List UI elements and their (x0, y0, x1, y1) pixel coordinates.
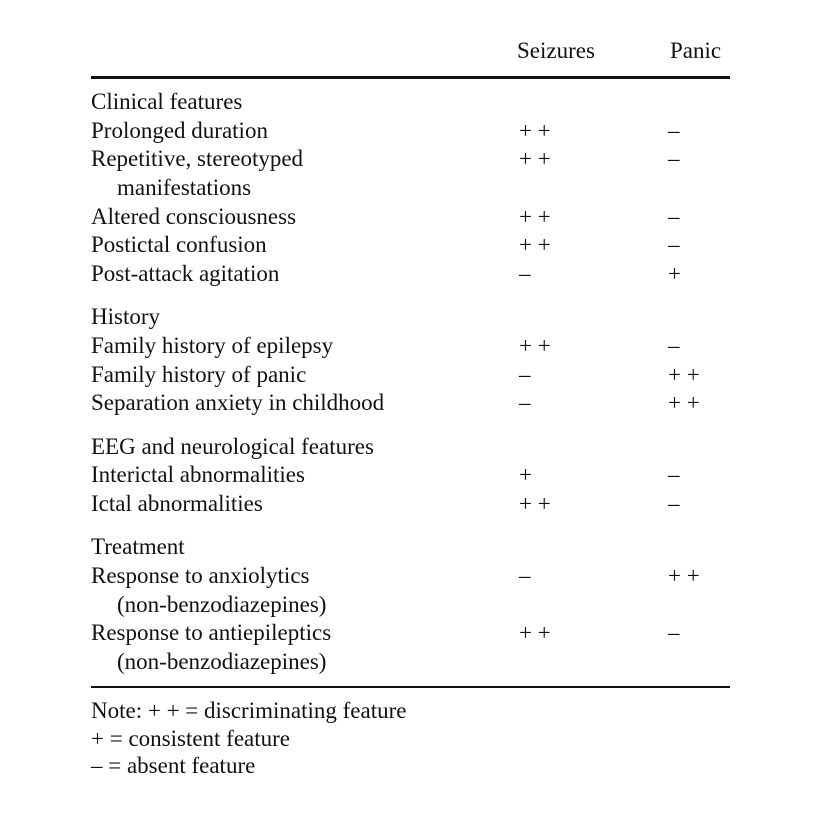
panic-value: + + (668, 361, 700, 387)
panic-value: – (668, 490, 680, 516)
table-row (91, 490, 730, 519)
panic-value: + (668, 261, 681, 287)
column-header-seizures: Seizures (517, 38, 595, 63)
row-label: Response to antiepileptics (91, 620, 332, 646)
seizures-value: – (519, 361, 531, 387)
row-label-continuation: (non-benzodiazepines) (117, 648, 327, 674)
row-label-continuation: (non-benzodiazepines) (117, 591, 327, 617)
table-body (91, 88, 730, 677)
table-row-continuation (91, 648, 730, 677)
section-heading-eeg (91, 433, 730, 462)
note-line-absent: – = absent feature (91, 753, 256, 778)
seizures-value: – (519, 562, 531, 588)
panic-value: – (668, 333, 680, 358)
panic-value: + + (668, 562, 700, 588)
table-note (91, 697, 406, 780)
note-line-consistent: + = consistent feature (91, 725, 291, 751)
seizures-value: + + (519, 203, 551, 229)
row-label: Prolonged duration (91, 117, 268, 143)
panic-value: – (668, 462, 680, 488)
table-row (91, 461, 730, 490)
note-line-discriminating: Note: + + = discriminating feature (91, 698, 407, 723)
seizures-value: + + (519, 232, 551, 258)
table-row (91, 361, 730, 390)
header-rule (91, 76, 730, 79)
row-label: EEG and neurological features (91, 433, 374, 459)
footer-rule (91, 686, 730, 688)
seizures-value: – (519, 261, 531, 287)
table-row (91, 231, 730, 260)
row-label: Repetitive, stereotyped (91, 146, 304, 172)
table-row-continuation (91, 591, 730, 620)
row-label: Family history of panic (91, 361, 307, 387)
row-label: History (91, 304, 160, 330)
panic-value: + + (668, 390, 700, 416)
panic-value: – (668, 203, 680, 229)
seizures-value: + (519, 462, 532, 488)
section-heading-treatment (91, 533, 730, 562)
table-row (91, 145, 730, 174)
seizures-value: + + (519, 490, 551, 516)
row-label: Separation anxiety in childhood (91, 390, 385, 416)
table-row (91, 332, 730, 361)
seizures-value: – (519, 390, 531, 416)
table-row (91, 260, 730, 289)
seizures-value: + + (519, 333, 551, 358)
row-label: Family history of epilepsy (91, 333, 334, 358)
table-row (91, 619, 730, 648)
row-label: Clinical features (91, 89, 243, 114)
row-label: Ictal abnormalities (91, 490, 263, 516)
panic-value: – (668, 117, 680, 143)
seizures-value: + + (519, 117, 551, 143)
column-header-panic: Panic (670, 38, 722, 63)
table-row (91, 203, 730, 232)
table-row (91, 117, 730, 146)
section-heading-clinical (91, 88, 730, 117)
table-row (91, 562, 730, 591)
seizures-value: + + (519, 620, 551, 646)
row-label: Treatment (91, 534, 185, 560)
row-label-continuation: manifestations (117, 175, 252, 201)
table-row-continuation (91, 174, 730, 203)
row-label: Interictal abnormalities (91, 462, 305, 488)
seizures-value: + + (519, 146, 551, 172)
table-row (91, 389, 730, 418)
row-label: Post-attack agitation (91, 261, 280, 287)
section-heading-history (91, 303, 730, 332)
row-label: Response to anxiolytics (91, 562, 310, 588)
row-label: Altered consciousness (91, 203, 297, 229)
panic-value: – (668, 620, 680, 646)
row-label: Postictal confusion (91, 232, 267, 258)
panic-value: – (668, 232, 680, 258)
panic-value: – (668, 146, 680, 172)
